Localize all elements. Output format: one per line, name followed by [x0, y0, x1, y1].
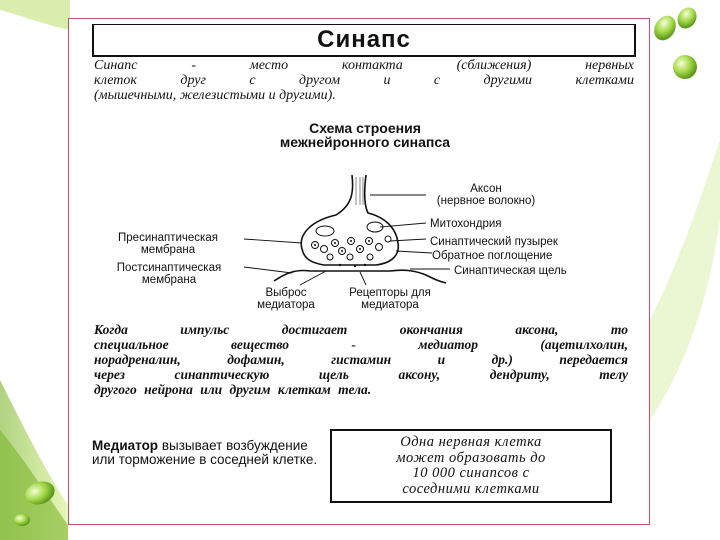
schema-title — [200, 121, 530, 149]
fact-text — [332, 435, 610, 497]
fact-line: может образовать до — [396, 449, 546, 466]
label-line: мембрана — [141, 274, 197, 286]
page-title: Синапс — [317, 26, 411, 53]
label-reuptake: Обратное поглощение — [432, 250, 553, 262]
impulse-paragraph — [94, 322, 628, 397]
label-synaptic-vesicle: Синаптический пузырек — [430, 236, 558, 248]
definition-text — [94, 58, 634, 103]
title-box — [92, 24, 636, 57]
label-synaptic-cleft: Синаптическая щель — [454, 265, 567, 277]
paragraph-line: через синаптическую щель аксону, дендриту, телу — [94, 367, 628, 382]
schema-title-line: межнейронного синапса — [279, 134, 451, 150]
fact-line: соседними клетками — [402, 480, 540, 497]
definition-line: (мышечными, железистыми и другими). — [94, 88, 336, 103]
mediator-term: Медиатор — [92, 438, 159, 453]
label-mediator-release — [244, 287, 328, 311]
paragraph-line: норадреналин, дофамин, гистамин и др.) передается — [94, 352, 628, 367]
label-line: Выброс — [265, 287, 307, 299]
definition-line: Синапс - место контакта (сближения) нервных — [94, 58, 634, 73]
definition-line: клеток друг с другом и с другими клетками — [94, 73, 634, 88]
label-line: медиатора — [361, 299, 419, 311]
label-postsynaptic-membrane — [94, 262, 244, 286]
label-line: Пресинаптическая — [118, 232, 218, 244]
label-line: Рецепторы для — [349, 287, 431, 299]
label-line: медиатора — [257, 299, 315, 311]
fact-line: 10 000 синапсов с — [412, 465, 530, 481]
label-presynaptic-membrane — [96, 232, 240, 256]
label-mitochondria: Митохондрия — [430, 218, 502, 230]
label-line: Постсинаптическая — [116, 262, 222, 274]
paragraph-line: другого нейрона или другим клеткам тела. — [94, 382, 372, 397]
label-axon — [414, 183, 558, 207]
label-mediator-receptors — [330, 287, 450, 311]
label-line: (нервное волокно) — [436, 195, 536, 207]
label-line: мембрана — [140, 244, 196, 256]
label-line: Аксон — [470, 183, 502, 195]
mediator-note — [92, 439, 322, 467]
fact-box — [330, 429, 612, 503]
fact-line: Одна нервная клетка — [400, 434, 542, 450]
paragraph-line: Когда импульс достигает окончания аксона, то — [94, 322, 628, 337]
paragraph-line: специальное вещество - медиатор (ацетилхолин, — [94, 337, 628, 352]
mediator-description: вызывает возбуждение или торможение в соседней клетке. — [92, 438, 318, 467]
schema-title-line: Схема строения — [309, 120, 421, 136]
